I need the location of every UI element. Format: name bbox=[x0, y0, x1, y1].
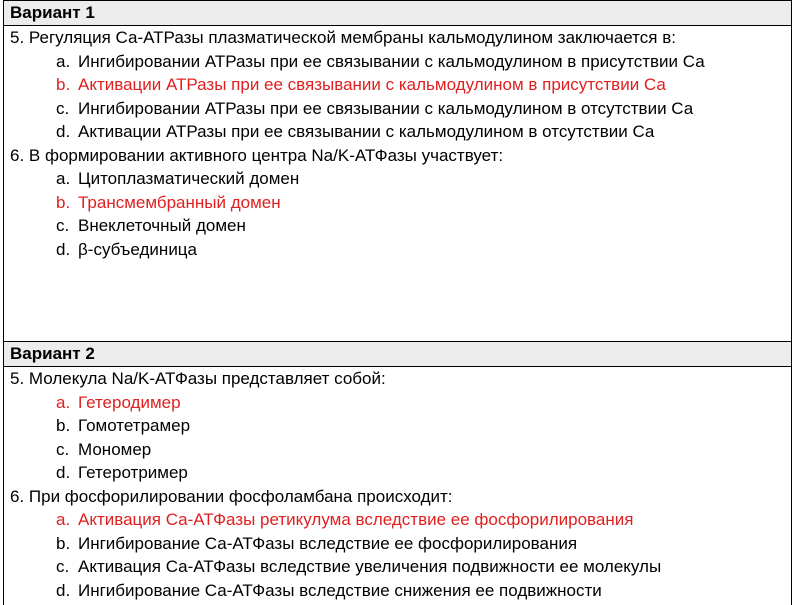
option-text: Гетеротример bbox=[78, 463, 188, 482]
option-text: Ингибирование Са-АТФазы вследствие ее фосфорилирования bbox=[78, 533, 578, 553]
answer-option bbox=[10, 50, 787, 74]
answer-option bbox=[10, 438, 787, 462]
quiz-table bbox=[3, 0, 792, 605]
answer-list bbox=[10, 391, 787, 485]
option-text: Активации АТРазы при ее связывании с кальмодулином в отсутствии Са bbox=[78, 122, 655, 141]
variant-2-header: Вариант 2 bbox=[4, 341, 791, 367]
option-marker: b. bbox=[56, 533, 71, 553]
answer-list bbox=[10, 508, 787, 602]
option-text: Активация Са-АТФазы вследствие увеличения подвижности ее молекулы bbox=[78, 557, 662, 576]
answer-option bbox=[10, 120, 787, 144]
answer-option bbox=[10, 167, 787, 191]
option-text: Гомотетрамер bbox=[78, 416, 191, 435]
answer-option bbox=[10, 214, 787, 238]
variant-2-section bbox=[4, 341, 791, 605]
option-marker: a. bbox=[56, 392, 71, 412]
answer-option bbox=[10, 238, 787, 262]
option-marker: d. bbox=[56, 122, 71, 141]
option-marker: a. bbox=[56, 51, 71, 71]
option-text: Гетеродимер bbox=[78, 392, 181, 412]
option-text: Трансмембранный домен bbox=[78, 192, 281, 212]
answer-option bbox=[10, 532, 787, 556]
option-text: Активации АТРазы при ее связывании с кальмодулином в присутствии Са bbox=[78, 75, 666, 94]
question-block bbox=[10, 485, 787, 603]
answer-option-correct bbox=[10, 73, 787, 97]
question-block bbox=[10, 367, 787, 485]
question-block bbox=[10, 144, 787, 262]
option-marker: c. bbox=[56, 557, 70, 576]
option-marker: a. bbox=[56, 169, 71, 188]
option-text: Ингибирование Са-АТФазы вследствие снижения ее подвижности bbox=[78, 580, 602, 600]
question-text: 6. В формировании активного центра Na/K-АТФазы участвует: bbox=[10, 145, 504, 165]
option-marker: d. bbox=[56, 239, 71, 259]
question-text: 5. Молекула Na/K-АТФазы представляет собой: bbox=[10, 369, 386, 388]
option-text: β-субъединица bbox=[78, 239, 197, 259]
answer-option bbox=[10, 97, 787, 121]
answer-option bbox=[10, 555, 787, 579]
option-marker: c. bbox=[56, 439, 70, 459]
answer-option-correct bbox=[10, 391, 787, 415]
answer-list bbox=[10, 50, 787, 144]
option-text: Ингибировании АТРазы при ее связывании с кальмодулином в присутствии Са bbox=[78, 51, 705, 71]
answer-option-correct bbox=[10, 191, 787, 215]
option-text: Цитоплазматический домен bbox=[78, 169, 300, 188]
variant-1-section bbox=[4, 0, 791, 341]
answer-option bbox=[10, 579, 787, 603]
option-marker: c. bbox=[56, 98, 70, 118]
option-marker: b. bbox=[56, 416, 71, 435]
option-marker: b. bbox=[56, 75, 71, 94]
option-text: Мономер bbox=[78, 439, 152, 459]
question-text: 6. При фосфорилировании фосфоламбана происходит: bbox=[10, 486, 453, 506]
option-marker: c. bbox=[56, 216, 70, 235]
option-marker: a. bbox=[56, 510, 71, 529]
option-text: Внеклеточный домен bbox=[78, 216, 246, 235]
answer-option-correct bbox=[10, 508, 787, 532]
option-text: Активация Са-АТФазы ретикулума вследствие ее фосфорилирования bbox=[78, 510, 634, 529]
variant-1-header: Вариант 1 bbox=[4, 0, 791, 26]
option-marker: d. bbox=[56, 580, 71, 600]
answer-option bbox=[10, 414, 787, 438]
variant-1-content bbox=[4, 26, 791, 341]
question-text: 5. Регуляция Са-АТРазы плазматической мембраны кальмодулином заключается в: bbox=[10, 28, 676, 47]
question-block bbox=[10, 26, 787, 144]
option-text: Ингибировании АТРазы при ее связывании с кальмодулином в отсутствии Са bbox=[78, 98, 694, 118]
option-marker: b. bbox=[56, 192, 71, 212]
variant-2-content bbox=[4, 367, 791, 605]
answer-option bbox=[10, 461, 787, 485]
option-marker: d. bbox=[56, 463, 71, 482]
answer-list bbox=[10, 167, 787, 261]
